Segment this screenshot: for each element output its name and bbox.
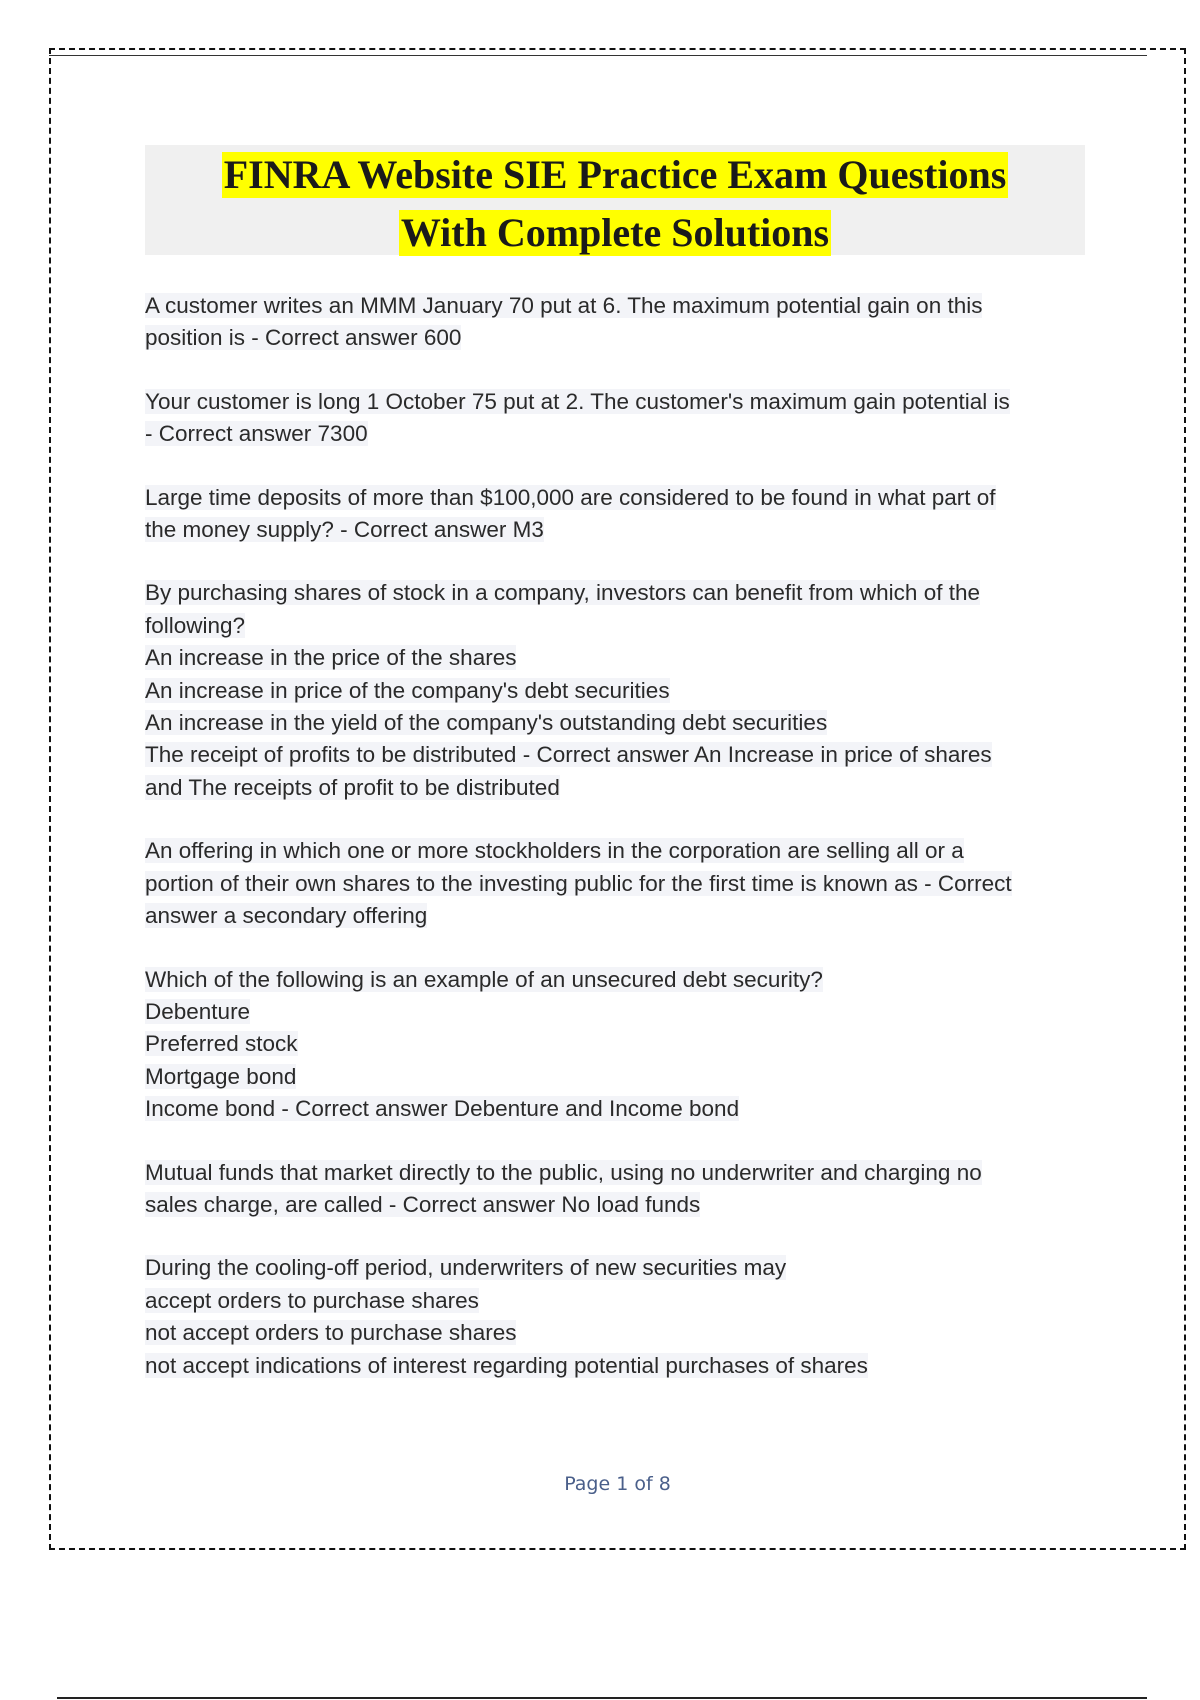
question-line-text: portion of their own shares to the investing public for the first time is known as - Correct — [145, 870, 1012, 896]
question-line — [145, 514, 1090, 546]
question-line — [145, 739, 1090, 771]
question-line — [145, 386, 1090, 418]
question-line-text: and The receipts of profit to be distributed — [145, 774, 560, 800]
question-block — [145, 577, 1090, 804]
question-line-text: sales charge, are called - Correct answer No load funds — [145, 1191, 701, 1217]
question-line-text: accept orders to purchase shares — [145, 1287, 479, 1313]
question-line — [145, 707, 1090, 739]
question-line — [145, 482, 1090, 514]
question-line-text: Your customer is long 1 October 75 put at 2. The customer's maximum gain potential is — [145, 388, 1010, 414]
question-line-text: An increase in the price of the shares — [145, 645, 517, 671]
question-line-text: Preferred stock — [145, 1031, 298, 1057]
question-line — [145, 772, 1090, 804]
question-line-text: position is - Correct answer 600 — [145, 325, 462, 351]
question-line-text: - Correct answer 7300 — [145, 421, 368, 447]
question-line-text: Mutual funds that market directly to the public, using no underwriter and charging no — [145, 1159, 982, 1185]
question-line — [145, 1061, 1090, 1093]
question-line — [145, 290, 1090, 322]
question-line — [145, 642, 1090, 674]
question-line-text: An offering in which one or more stockholders in the corporation are selling all or a — [145, 838, 964, 864]
question-line — [145, 1350, 1090, 1382]
question-block — [145, 386, 1090, 451]
question-line — [145, 577, 1090, 609]
question-line — [145, 610, 1090, 642]
question-line — [145, 675, 1090, 707]
question-line — [145, 1093, 1090, 1125]
question-line-text: Debenture — [145, 998, 251, 1024]
question-line — [145, 418, 1090, 450]
question-line — [145, 322, 1090, 354]
question-block — [145, 482, 1090, 547]
question-line — [145, 1252, 1090, 1284]
question-line-text: Income bond - Correct answer Debenture and Income bond — [145, 1096, 740, 1122]
page-number: Page 1 of 8 — [564, 1473, 671, 1495]
question-line — [145, 900, 1090, 932]
question-line-text: not accept indications of interest regarding potential purchases of shares — [145, 1352, 868, 1378]
question-line — [145, 835, 1090, 867]
document-title-line-1: FINRA Website SIE Practice Exam Questions — [223, 152, 1007, 197]
question-line-text: following? — [145, 612, 246, 638]
question-line — [145, 1028, 1090, 1060]
question-block — [145, 964, 1090, 1126]
question-line-text: An increase in the yield of the company's outstanding debt securities — [145, 710, 828, 736]
question-line-text: the money supply? - Correct answer M3 — [145, 517, 544, 543]
question-line-text: A customer writes an MMM January 70 put at 6. The maximum potential gain on this — [145, 293, 983, 318]
question-line-text: answer a secondary offering — [145, 903, 428, 929]
question-line-text: The receipt of profits to be distributed - Correct answer An Increase in price of shares — [145, 742, 992, 768]
question-line-text: not accept orders to purchase shares — [145, 1320, 517, 1346]
question-line — [145, 1285, 1090, 1317]
question-line — [145, 1189, 1090, 1221]
question-line-text: Large time deposits of more than $100,000 are considered to be found in what part of — [145, 484, 996, 510]
document-title-line-2: With Complete Solutions — [400, 210, 830, 255]
question-block — [145, 290, 1090, 355]
question-block — [145, 835, 1090, 932]
question-line-text: Which of the following is an example of an unsecured debt security? — [145, 966, 823, 992]
header-rule — [49, 55, 1147, 56]
question-line — [145, 996, 1090, 1028]
title-block — [145, 145, 1085, 255]
question-line-text: Mortgage bond — [145, 1063, 297, 1089]
question-line — [145, 964, 1090, 996]
question-list — [145, 290, 1090, 1413]
question-line-text: By purchasing shares of stock in a company, investors can benefit from which of the — [145, 580, 980, 606]
question-line-text: An increase in price of the company's debt securities — [145, 677, 670, 703]
question-block — [145, 1157, 1090, 1222]
question-line — [145, 1157, 1090, 1189]
footer-rule — [57, 1697, 1147, 1699]
question-line — [145, 868, 1090, 900]
question-line-text: During the cooling-off period, underwriters of new securities may — [145, 1255, 787, 1281]
question-line — [145, 1317, 1090, 1349]
question-block — [145, 1252, 1090, 1382]
